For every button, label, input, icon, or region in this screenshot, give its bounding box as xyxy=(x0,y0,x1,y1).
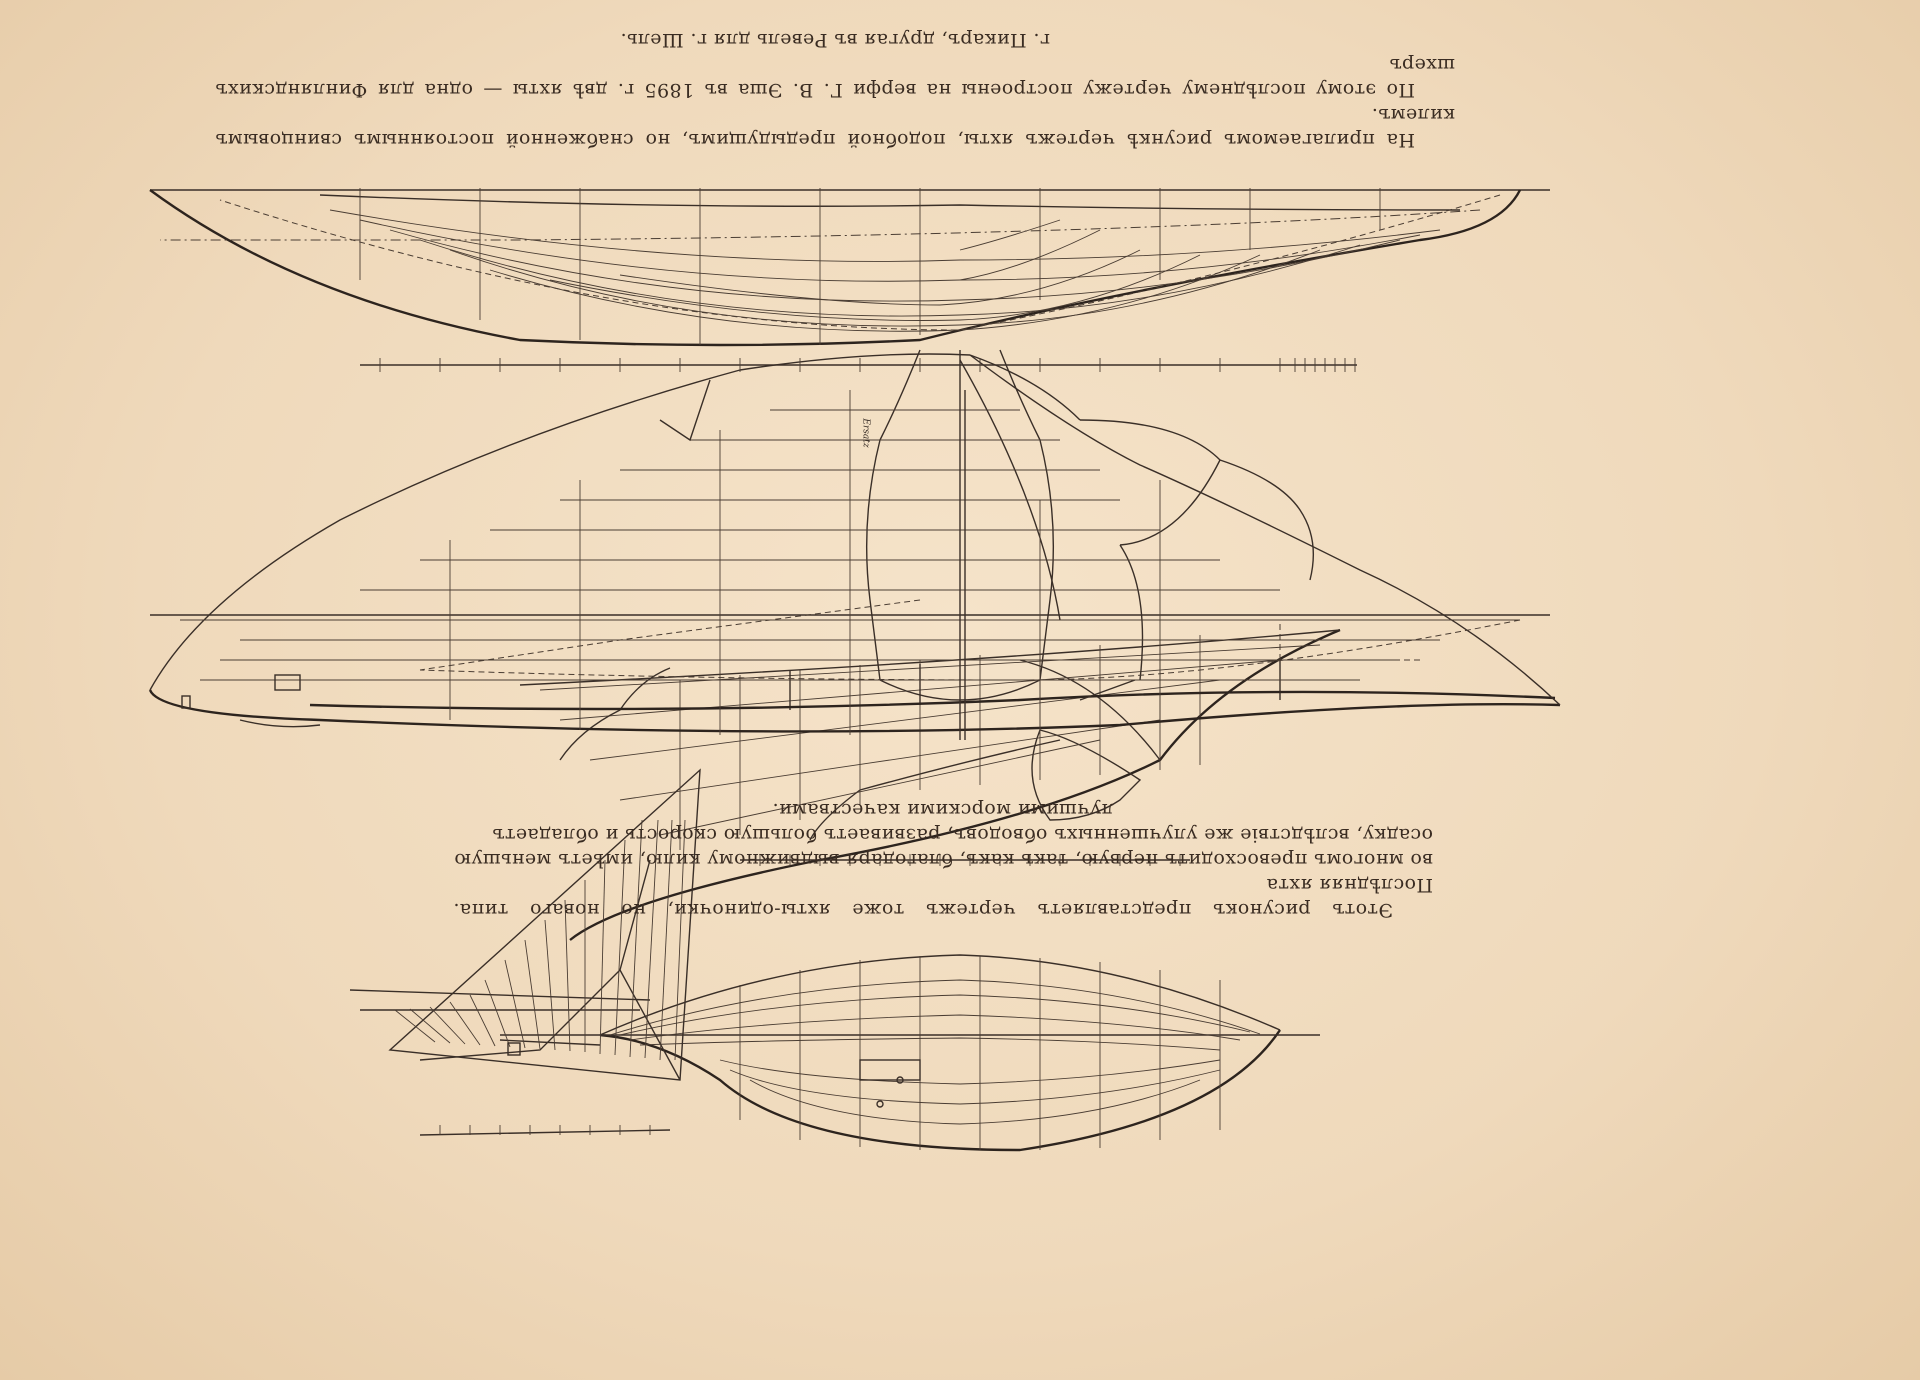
paragraph-line: осадку, вслѣдствіе же улучшенныхъ обводовъ, развиваетъ большую скорость и обладаетъ xyxy=(492,824,1433,846)
paragraph-line: лучшими морскими качествами. xyxy=(772,799,1114,821)
paragraph-line: На прилагаемомъ рисункѣ чертежъ яхты, подобной предыдущимъ, но снабженной постояннымъ свинцовымъ килемъ. xyxy=(215,104,1455,151)
paragraph-line: По этому послѣднему чертежу построены на верфи Г. В. Эша въ 1895 г. двѣ яхты — одна для Финляндскихъ шхеръ xyxy=(215,54,1455,101)
large-yacht-profile xyxy=(150,350,1560,740)
paragraph-line: Этотъ рисунокъ представляетъ чертежъ тоже яхты-одиночки, но новаго типа. Послѣдняя яхта xyxy=(453,874,1433,921)
large-scale-bar xyxy=(360,358,1357,372)
description-paragraph-lead-keel-yacht xyxy=(215,27,1455,152)
paragraph-line: г. Пикаръ, другая въ Ревель для г. Шель. xyxy=(620,29,1050,51)
paragraph-line: во многомъ превосходитъ первую, такъ какъ, благодаря выдвижному килю, имѣетъ меньшую xyxy=(454,849,1433,871)
large-yacht-half-breadth xyxy=(150,188,1550,345)
drawing-stamp: Ersatz xyxy=(860,418,871,448)
